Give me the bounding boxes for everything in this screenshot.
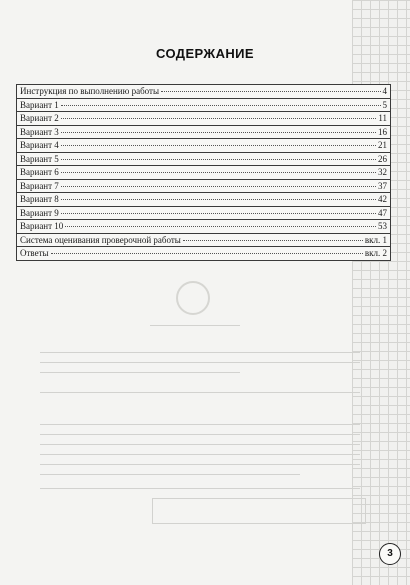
toc-entry	[20, 247, 387, 260]
toc-entry	[20, 207, 387, 220]
toc-entry-page: вкл. 2	[364, 248, 387, 258]
show-through-line	[40, 434, 360, 435]
toc-row	[17, 179, 391, 193]
toc-row	[17, 98, 391, 112]
dot-leader	[183, 240, 363, 241]
toc-entry-label: Вариант 3	[20, 126, 59, 137]
toc-entry-label: Вариант 4	[20, 140, 59, 150]
show-through-line	[150, 325, 240, 326]
toc-row	[17, 233, 391, 247]
toc-row	[17, 206, 391, 220]
dot-leader	[61, 145, 376, 146]
dot-leader	[51, 253, 363, 254]
dot-leader	[61, 199, 376, 200]
toc-cell	[17, 125, 391, 139]
toc-cell	[17, 179, 391, 193]
toc-entry-label: Вариант 6	[20, 167, 59, 177]
page-title: СОДЕРЖАНИЕ	[156, 46, 254, 61]
toc-entry-page: 37	[378, 180, 387, 191]
toc-entry-page: вкл. 1	[364, 234, 387, 245]
toc-cell	[17, 152, 391, 166]
toc-entry-page: 11	[378, 113, 387, 123]
toc-row	[17, 220, 391, 234]
dot-leader	[65, 226, 376, 227]
show-through-line	[40, 362, 360, 363]
toc-row	[17, 152, 391, 166]
toc-entry	[20, 193, 387, 206]
toc-entry-label: Вариант 8	[20, 194, 59, 204]
toc-entry	[20, 180, 387, 193]
toc-entry-label: Ответы	[20, 248, 49, 258]
toc-row	[17, 247, 391, 261]
toc-entry-page: 4	[382, 86, 387, 96]
page-number: 3	[379, 543, 401, 565]
toc-entry-page: 32	[378, 167, 387, 177]
dot-leader	[61, 159, 376, 160]
toc-row	[17, 166, 391, 180]
toc-cell	[17, 193, 391, 207]
toc-entry	[20, 220, 387, 233]
toc-cell	[17, 220, 391, 234]
toc-entry	[20, 153, 387, 166]
toc-entry-label: Вариант 2	[20, 113, 59, 123]
toc-cell	[17, 139, 391, 153]
toc-entry-label: Вариант 5	[20, 153, 59, 164]
show-through-line	[40, 424, 360, 425]
dot-leader	[61, 186, 376, 187]
toc-entry	[20, 139, 387, 152]
table-of-contents	[16, 84, 391, 261]
dot-leader	[61, 132, 376, 133]
dot-leader	[161, 91, 380, 92]
toc-row	[17, 193, 391, 207]
toc-row	[17, 112, 391, 126]
toc-entry	[20, 112, 387, 125]
toc-entry-page: 47	[378, 207, 387, 218]
show-through-line	[40, 474, 300, 475]
show-through-line	[40, 488, 360, 489]
toc-entry	[20, 166, 387, 179]
toc-cell	[17, 85, 391, 99]
toc-cell	[17, 112, 391, 126]
dot-leader	[61, 213, 376, 214]
toc-row	[17, 125, 391, 139]
toc-entry-label: Вариант 7	[20, 180, 59, 191]
toc-entry-label: Вариант 1	[20, 99, 59, 110]
toc-entry-page: 53	[378, 221, 387, 231]
toc-cell	[17, 98, 391, 112]
toc-row	[17, 139, 391, 153]
toc-entry	[20, 126, 387, 139]
dot-leader	[61, 118, 377, 119]
show-through-line	[40, 392, 360, 393]
toc-entry	[20, 85, 387, 98]
toc-entry-label: Вариант 9	[20, 207, 59, 218]
toc-row	[17, 85, 391, 99]
show-through-line	[40, 444, 360, 445]
show-through-line	[40, 464, 360, 465]
toc-entry-label: Вариант 10	[20, 221, 64, 231]
toc-cell	[17, 166, 391, 180]
toc-entry-page: 5	[382, 99, 387, 110]
toc-entry-page: 21	[378, 140, 387, 150]
show-through-box	[152, 498, 366, 524]
show-through-line	[40, 352, 360, 353]
show-through-line	[40, 372, 240, 373]
toc-cell	[17, 247, 391, 261]
dot-leader	[61, 172, 376, 173]
toc-cell	[17, 206, 391, 220]
toc-entry-label: Инструкция по выполнению работы	[20, 86, 160, 96]
show-through-line	[40, 454, 360, 455]
toc-entry-page: 42	[378, 194, 387, 204]
toc-entry	[20, 234, 387, 247]
toc-entry-label: Система оценивания проверочной работы	[20, 234, 181, 245]
show-through-sun-image	[176, 281, 210, 315]
dot-leader	[61, 105, 381, 106]
toc-cell	[17, 233, 391, 247]
toc-entry-page: 26	[378, 153, 387, 164]
toc-entry-page: 16	[378, 126, 387, 137]
toc-entry	[20, 99, 387, 112]
